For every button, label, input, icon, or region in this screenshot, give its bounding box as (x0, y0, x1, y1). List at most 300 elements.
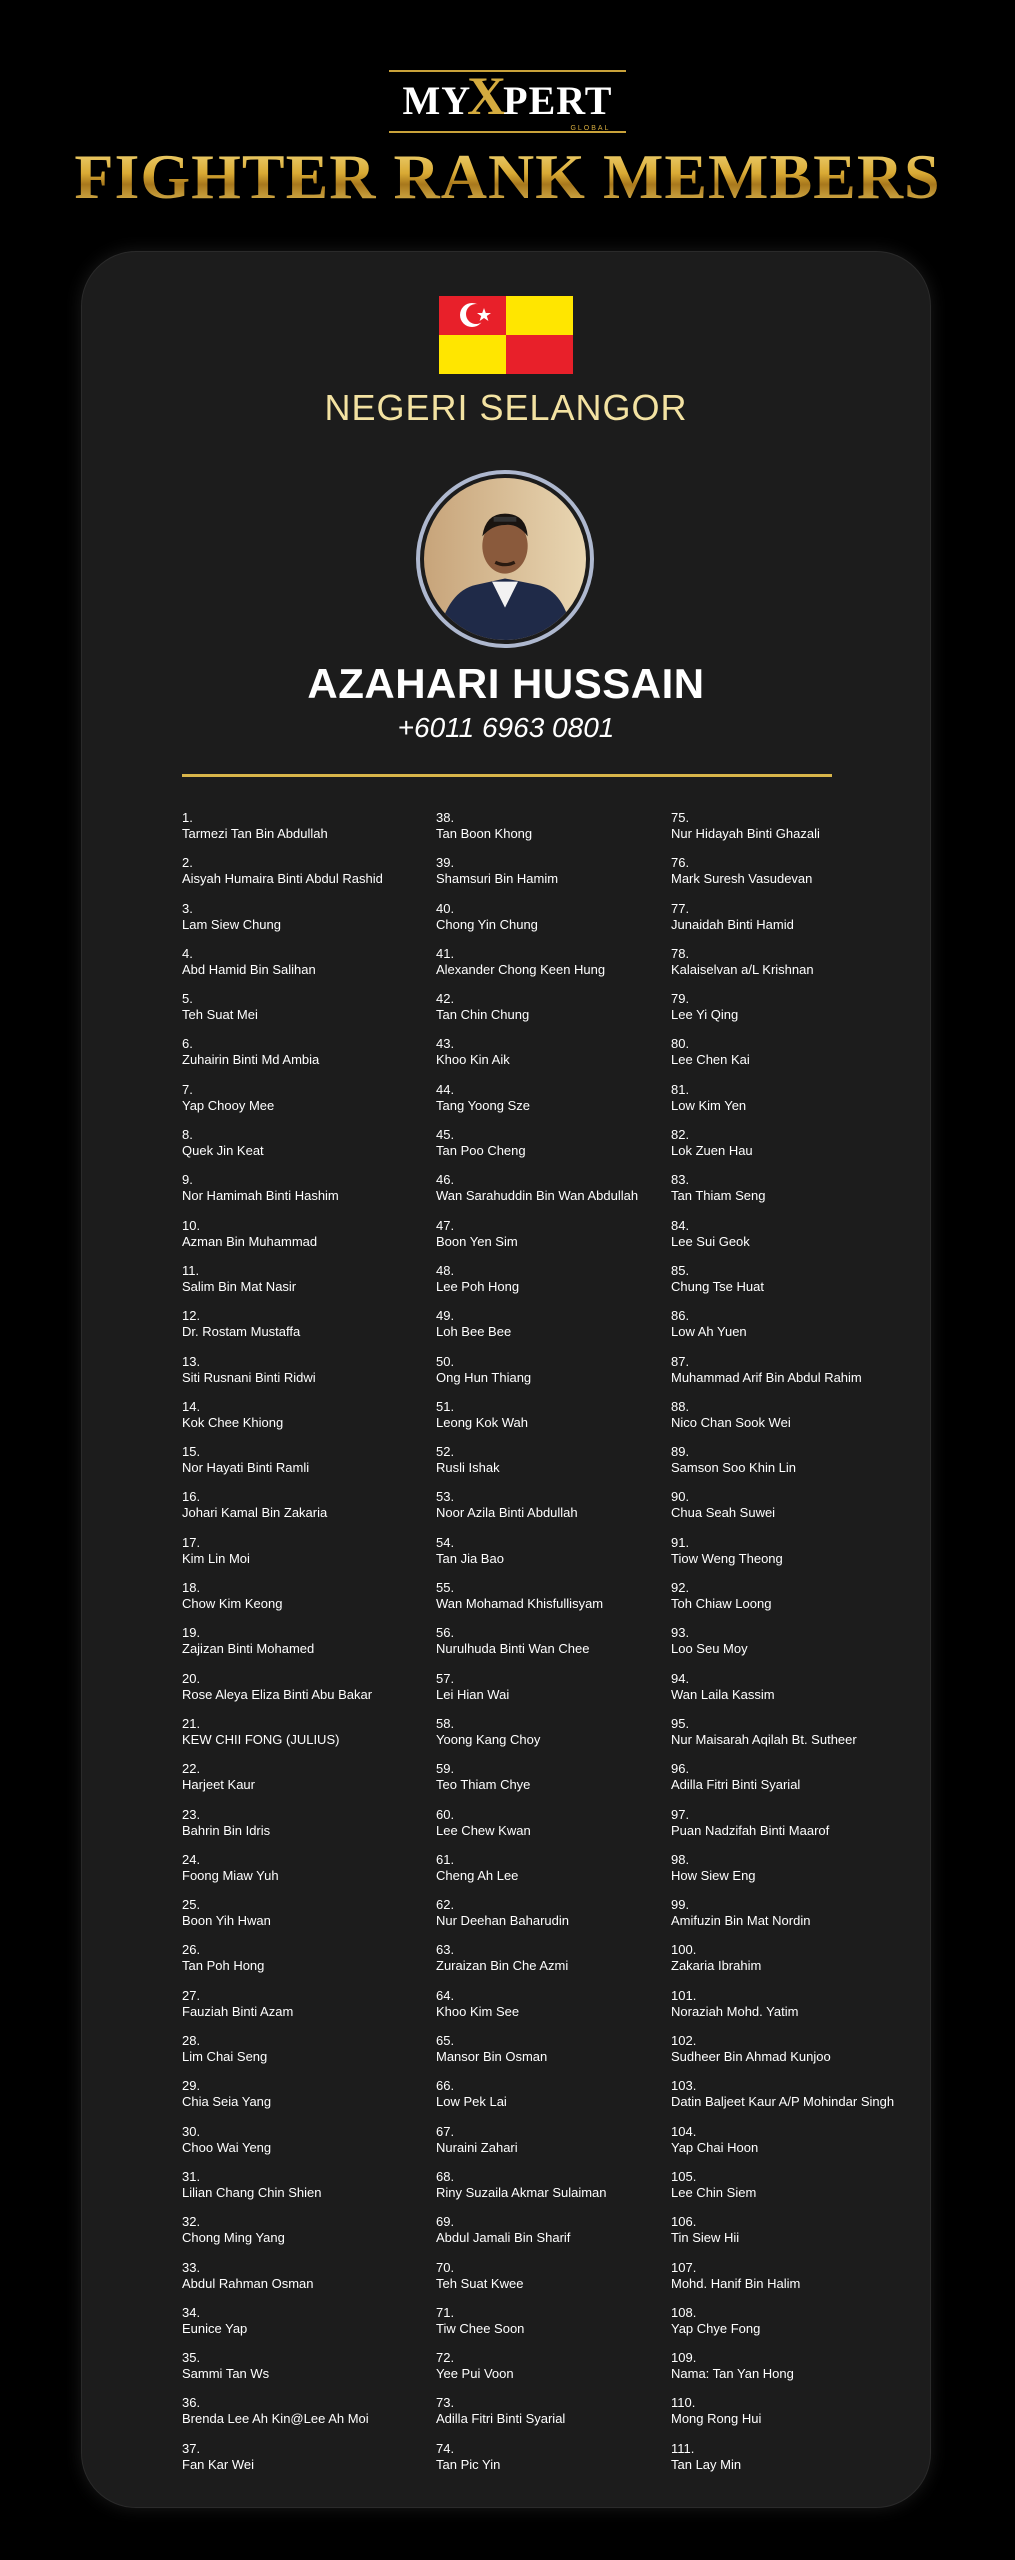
member-name: Alexander Chong Keen Hung (436, 961, 606, 977)
leader-phone: +6011 6963 0801 (397, 712, 615, 743)
logo-x-mark: X (467, 66, 508, 126)
member-name: Tan Boon Khong (436, 826, 533, 841)
member-entry (671, 1082, 894, 1127)
member-number: 98. (671, 1851, 690, 1867)
member-number: 53. (436, 1489, 455, 1505)
member-name: Nor Hayati Binti Ramli (182, 1460, 310, 1476)
member-number: 33. (182, 2259, 201, 2275)
brand-logo (0, 66, 1015, 133)
member-number: 55. (436, 1580, 455, 1596)
member-entry (182, 1535, 383, 1580)
member-name: Zuraizan Bin Che Azmi (436, 1958, 569, 1974)
member-name: Boon Yen Sim (436, 1233, 518, 1249)
member-entry (182, 1897, 383, 1942)
member-entry (436, 1807, 638, 1852)
member-entry (182, 1399, 383, 1444)
member-name: Yap Chye Fong (671, 2320, 761, 2336)
member-name: Low Kim Yen (671, 1097, 747, 1113)
member-entry (671, 1354, 894, 1399)
member-entry (436, 2305, 638, 2350)
member-number: 25. (182, 1897, 201, 1913)
member-number: 111. (671, 2440, 695, 2456)
member-name: Lei Hian Wai (436, 1686, 510, 1702)
member-entry (182, 1988, 383, 2033)
member-entry (671, 1988, 894, 2033)
member-number: 96. (671, 1761, 690, 1777)
member-name: Loh Bee Bee (436, 1324, 512, 1340)
member-number: 107. (671, 2259, 697, 2275)
member-name: Cheng Ah Lee (436, 1867, 519, 1883)
member-entry (671, 2260, 894, 2305)
member-entry (436, 2033, 638, 2078)
logo-right-text: PERT (503, 78, 613, 123)
member-name: Aisyah Humaira Binti Abdul Rashid (182, 871, 383, 887)
member-number: 87. (671, 1353, 690, 1369)
member-entry (436, 1671, 638, 1716)
member-number: 85. (671, 1262, 690, 1278)
member-name: Tan Lay Min (671, 2456, 742, 2472)
member-name: Nama: Tan Yan Hong (671, 2366, 794, 2382)
member-entry (671, 1535, 894, 1580)
member-name: Lam Siew Chung (182, 916, 281, 932)
member-number: 32. (182, 2214, 201, 2230)
member-entry (671, 2441, 894, 2486)
member-entry (436, 1308, 638, 1353)
member-entry (671, 1218, 894, 1263)
member-name: Johari Kamal Bin Zakaria (182, 1505, 328, 1521)
member-name: Lee Poh Hong (436, 1278, 520, 1294)
member-name: Chia Seia Yang (182, 2094, 272, 2110)
member-name: Amifuzin Bin Mat Nordin (671, 1913, 811, 1929)
member-number: 1. (182, 810, 193, 825)
member-entry (671, 1761, 894, 1806)
member-name: Sudheer Bin Ahmad Kunjoo (671, 2049, 831, 2065)
member-entry (436, 1625, 638, 1670)
member-entry (182, 1127, 383, 1172)
leader-name: AZAHARI HUSSAIN (307, 660, 705, 707)
member-name: Fan Kar Wei (182, 2456, 255, 2472)
member-name: Samson Soo Khin Lin (671, 1460, 797, 1476)
member-name: Wan Mohamad Khisfullisyam (436, 1596, 604, 1612)
member-name: Zakaria Ibrahim (671, 1958, 762, 1974)
member-entry (436, 1172, 638, 1217)
member-entry (436, 1354, 638, 1399)
member-name: Junaidah Binti Hamid (671, 916, 794, 932)
member-entry (671, 1127, 894, 1172)
member-number: 44. (436, 1081, 455, 1097)
member-entry (182, 2350, 383, 2395)
member-number: 52. (436, 1444, 455, 1460)
member-entry (182, 1354, 383, 1399)
member-number: 3. (182, 900, 193, 916)
member-number: 103. (671, 2078, 697, 2094)
member-number: 50. (436, 1353, 455, 1369)
member-number: 23. (182, 1806, 201, 1822)
member-number: 9. (182, 1172, 193, 1188)
member-name: Foong Miaw Yuh (182, 1867, 279, 1883)
member-name: Tan Jia Bao (436, 1550, 504, 1566)
member-name: Wan Sarahuddin Bin Wan Abdullah (436, 1188, 639, 1204)
member-number: 46. (436, 1172, 455, 1188)
member-name: Adilla Fitri Binti Syarial (436, 2411, 566, 2427)
member-entry (182, 1308, 383, 1353)
member-name: Chow Kim Keong (182, 1596, 283, 1612)
member-name: Tan Poo Cheng (436, 1143, 526, 1159)
member-entry (436, 2214, 638, 2259)
member-entry (671, 1852, 894, 1897)
member-name: Salim Bin Mat Nasir (182, 1278, 297, 1294)
member-entry (436, 1399, 638, 1444)
member-name: Azman Bin Muhammad (182, 1233, 318, 1249)
member-name: Tan Poh Hong (182, 1958, 265, 1974)
member-number: 61. (436, 1851, 455, 1867)
member-number: 56. (436, 1625, 455, 1641)
member-entry (436, 1263, 638, 1308)
member-name: Low Pek Lai (436, 2094, 507, 2110)
member-entry (436, 855, 638, 900)
member-number: 60. (436, 1806, 455, 1822)
member-number: 15. (182, 1444, 201, 1460)
member-entry (182, 2033, 383, 2078)
member-name: Khoo Kim See (436, 2003, 520, 2019)
member-name: Yoong Kang Choy (436, 1731, 541, 1747)
member-number: 39. (436, 855, 455, 871)
member-entry (436, 1761, 638, 1806)
member-entry (671, 1172, 894, 1217)
member-number: 100. (671, 1942, 697, 1958)
member-name: Harjeet Kaur (182, 1777, 255, 1793)
member-entry (182, 2169, 383, 2214)
member-column-2 (436, 810, 638, 2486)
member-entry (671, 2124, 894, 2169)
member-entry (436, 901, 638, 946)
member-number: 59. (436, 1761, 455, 1777)
member-entry (182, 1625, 383, 1670)
member-number: 67. (436, 2123, 455, 2139)
member-name: Nico Chan Sook Wei (671, 1414, 791, 1430)
member-number: 57. (436, 1670, 455, 1686)
member-number: 58. (436, 1715, 455, 1731)
member-number: 73. (436, 2395, 455, 2411)
member-name: Bahrin Bin Idris (182, 1822, 271, 1838)
member-number: 95. (671, 1715, 690, 1731)
member-entry (436, 991, 638, 1036)
member-number: 17. (182, 1534, 201, 1550)
member-number: 66. (436, 2078, 455, 2094)
member-number: 12. (182, 1308, 201, 1324)
member-entry (182, 901, 383, 946)
member-entry (436, 946, 638, 991)
member-entry (671, 1036, 894, 1081)
member-entry (182, 1671, 383, 1716)
member-name: Noor Azila Binti Abdullah (436, 1505, 578, 1521)
member-name: Toh Chiaw Loong (671, 1596, 772, 1612)
member-number: 70. (436, 2259, 455, 2275)
member-number: 35. (182, 2350, 201, 2366)
member-entry (182, 1761, 383, 1806)
member-name: Mansor Bin Osman (436, 2049, 548, 2065)
member-name: Adilla Fitri Binti Syarial (671, 1777, 801, 1793)
member-number: 8. (182, 1127, 193, 1143)
member-name: Abdul Jamali Bin Sharif (436, 2230, 571, 2246)
member-name: Low Ah Yuen (671, 1324, 747, 1340)
member-number: 36. (182, 2395, 201, 2411)
member-number: 18. (182, 1580, 201, 1596)
member-number: 102. (671, 2033, 697, 2049)
member-entry (671, 1671, 894, 1716)
member-name: Fauziah Binti Azam (182, 2003, 294, 2019)
member-number: 82. (671, 1127, 690, 1143)
leader-avatar (416, 470, 594, 648)
member-number: 93. (671, 1625, 690, 1641)
avatar-photo (424, 478, 586, 640)
member-entry (182, 946, 383, 991)
member-number: 28. (182, 2033, 201, 2049)
member-name: Lee Sui Geok (671, 1233, 750, 1249)
member-column-3 (671, 810, 894, 2486)
member-entry (671, 1489, 894, 1534)
member-name: Tan Thiam Seng (671, 1188, 766, 1204)
member-number: 7. (182, 1081, 193, 1097)
member-number: 104. (671, 2123, 697, 2139)
member-number: 2. (182, 855, 193, 871)
member-name: Boon Yih Hwan (182, 1913, 271, 1929)
member-name: Puan Nadzifah Binti Maarof (671, 1822, 830, 1838)
member-name: Brenda Lee Ah Kin@Lee Ah Moi (182, 2411, 369, 2427)
member-number: 20. (182, 1670, 201, 1686)
member-name: Tiow Weng Theong (671, 1550, 783, 1566)
member-name: Shamsuri Bin Hamim (436, 871, 559, 887)
member-entry (182, 855, 383, 900)
divider (182, 774, 832, 777)
member-name: Kalaiselvan a/L Krishnan (671, 961, 814, 977)
member-number: 108. (671, 2304, 697, 2320)
member-number: 72. (436, 2350, 455, 2366)
member-name: Sammi Tan Ws (182, 2366, 270, 2382)
member-entry (436, 2395, 638, 2440)
member-name: Noraziah Mohd. Yatim (671, 2003, 799, 2019)
member-number: 84. (671, 1217, 690, 1233)
member-entry (182, 2124, 383, 2169)
member-entry (182, 2078, 383, 2123)
member-entry (182, 2214, 383, 2259)
member-number: 13. (182, 1353, 201, 1369)
member-number: 86. (671, 1308, 690, 1324)
member-number: 4. (182, 945, 193, 961)
member-number: 43. (436, 1036, 455, 1052)
member-name: Rusli Ishak (436, 1460, 500, 1476)
member-name: Teh Suat Kwee (436, 2275, 524, 2291)
member-number: 77. (671, 900, 690, 916)
member-number: 42. (436, 991, 455, 1007)
member-entry (436, 1897, 638, 1942)
member-name: Nur Hidayah Binti Ghazali (671, 826, 820, 841)
member-name: Quek Jin Keat (182, 1143, 264, 1159)
member-entry (436, 2078, 638, 2123)
member-number: 91. (671, 1534, 690, 1550)
member-number: 27. (182, 1987, 201, 2003)
member-entry (436, 2124, 638, 2169)
member-name: KEW CHII FONG (JULIUS) (182, 1731, 340, 1747)
member-entry (671, 2305, 894, 2350)
member-name: Riny Suzaila Akmar Sulaiman (436, 2184, 607, 2200)
member-number: 75. (671, 810, 690, 825)
member-name: Lee Yi Qing (671, 1007, 739, 1023)
member-number: 37. (182, 2440, 201, 2456)
member-number: 76. (671, 855, 690, 871)
member-number: 6. (182, 1036, 193, 1052)
member-name: Lee Chen Kai (671, 1052, 750, 1068)
member-number: 65. (436, 2033, 455, 2049)
member-entry (671, 2395, 894, 2440)
member-entry (436, 1716, 638, 1761)
member-number: 62. (436, 1897, 455, 1913)
member-entry (671, 946, 894, 991)
member-name: Nur Deehan Baharudin (436, 1913, 569, 1929)
member-entry (671, 855, 894, 900)
member-entry (436, 1580, 638, 1625)
member-name: Lilian Chang Chin Shien (182, 2184, 322, 2200)
member-entry (671, 2033, 894, 2078)
member-entry (182, 1852, 383, 1897)
region-name: NEGERI SELANGOR (324, 387, 688, 428)
member-number: 109. (671, 2350, 697, 2366)
member-name: Tiw Chee Soon (436, 2320, 525, 2336)
member-name: Abdul Rahman Osman (182, 2275, 314, 2291)
member-name: Mark Suresh Vasudevan (671, 871, 813, 887)
member-name: Yee Pui Voon (436, 2366, 514, 2382)
member-number: 48. (436, 1262, 455, 1278)
member-entry (436, 1852, 638, 1897)
member-name: Zuhairin Binti Md Ambia (182, 1052, 320, 1068)
member-number: 81. (671, 1081, 690, 1097)
member-entry (671, 1807, 894, 1852)
member-entry (436, 1218, 638, 1263)
member-entry (182, 2260, 383, 2305)
member-number: 88. (671, 1398, 690, 1414)
member-number: 83. (671, 1172, 690, 1188)
member-name: Siti Rusnani Binti Ridwi (182, 1369, 316, 1385)
member-name: Dr. Rostam Mustaffa (182, 1324, 301, 1340)
member-name: Nurulhuda Binti Wan Chee (436, 1641, 590, 1657)
member-name: Chua Seah Suwei (671, 1505, 776, 1521)
member-entry (436, 2441, 638, 2486)
member-name: Yap Chai Hoon (671, 2139, 759, 2155)
member-entry (182, 1082, 383, 1127)
member-entry (671, 810, 894, 855)
member-name: Nuraini Zahari (436, 2139, 518, 2155)
member-column-1 (182, 810, 383, 2486)
member-name: Choo Wai Yeng (182, 2139, 272, 2155)
member-entry (436, 1082, 638, 1127)
member-name: Tin Siew Hii (671, 2230, 740, 2246)
member-number: 10. (182, 1217, 201, 1233)
member-number: 45. (436, 1127, 455, 1143)
member-name: Tan Chin Chung (436, 1007, 530, 1023)
member-entry (182, 1218, 383, 1263)
member-name: Datin Baljeet Kaur A/P Mohindar Singh (671, 2094, 895, 2110)
member-name: Yap Chooy Mee (182, 1097, 275, 1113)
member-entry (671, 2214, 894, 2259)
member-entry (671, 1263, 894, 1308)
member-number: 89. (671, 1444, 690, 1460)
member-name: Teh Suat Mei (182, 1007, 258, 1023)
member-number: 40. (436, 900, 455, 916)
member-name: Chong Yin Chung (436, 916, 538, 932)
member-number: 90. (671, 1489, 690, 1505)
member-number: 26. (182, 1942, 201, 1958)
member-number: 97. (671, 1806, 690, 1822)
member-number: 22. (182, 1761, 201, 1777)
member-name: Loo Seu Moy (671, 1641, 748, 1657)
member-name: Ong Hun Thiang (436, 1369, 532, 1385)
member-number: 30. (182, 2123, 201, 2139)
page-title: FIGHTER RANK MEMBERS (0, 140, 1015, 214)
member-name: Eunice Yap (182, 2320, 248, 2336)
member-entry (436, 1036, 638, 1081)
member-entry (671, 1444, 894, 1489)
member-name: Lim Chai Seng (182, 2049, 268, 2065)
member-entry (182, 1716, 383, 1761)
member-number: 5. (182, 991, 193, 1007)
member-name: How Siew Eng (671, 1867, 756, 1883)
member-entry (182, 1172, 383, 1217)
member-entry (671, 1308, 894, 1353)
logo-subtext: GLOBAL (570, 125, 611, 132)
member-entry (671, 1897, 894, 1942)
member-number: 29. (182, 2078, 201, 2094)
member-name: Tarmezi Tan Bin Abdullah (182, 826, 328, 841)
member-name: Mong Rong Hui (671, 2411, 762, 2427)
member-entry (182, 2305, 383, 2350)
member-entry (182, 1807, 383, 1852)
member-entry (182, 2395, 383, 2440)
member-name: Nur Maisarah Aqilah Bt. Sutheer (671, 1731, 857, 1747)
member-entry (436, 2350, 638, 2395)
member-name: Kok Chee Khiong (182, 1414, 284, 1430)
member-name: Abd Hamid Bin Salihan (182, 961, 316, 977)
member-number: 64. (436, 1987, 455, 2003)
member-entry (436, 1942, 638, 1987)
member-number: 49. (436, 1308, 455, 1324)
member-number: 11. (182, 1262, 200, 1278)
member-number: 78. (671, 945, 690, 961)
member-number: 19. (182, 1625, 201, 1641)
member-number: 14. (182, 1398, 201, 1414)
member-entry (671, 1716, 894, 1761)
selangor-flag-icon (439, 296, 573, 374)
member-entry (182, 1580, 383, 1625)
member-number: 68. (436, 2168, 455, 2184)
member-number: 92. (671, 1580, 690, 1596)
member-entry (182, 991, 383, 1036)
member-name: Chung Tse Huat (671, 1278, 764, 1294)
member-card (82, 252, 930, 2507)
member-name: Lok Zuen Hau (671, 1143, 753, 1159)
member-entry (182, 2441, 383, 2486)
member-entry (671, 2169, 894, 2214)
member-name: Tang Yoong Sze (436, 1097, 530, 1113)
member-number: 105. (671, 2168, 697, 2184)
member-name: Lee Chew Kwan (436, 1822, 531, 1838)
member-name: Nor Hamimah Binti Hashim (182, 1188, 339, 1204)
member-name: Chong Ming Yang (182, 2230, 285, 2246)
member-number: 69. (436, 2214, 455, 2230)
member-name: Tan Pic Yin (436, 2456, 501, 2472)
member-entry (182, 810, 383, 855)
member-name: Khoo Kin Aik (436, 1052, 510, 1068)
member-entry (671, 2078, 894, 2123)
